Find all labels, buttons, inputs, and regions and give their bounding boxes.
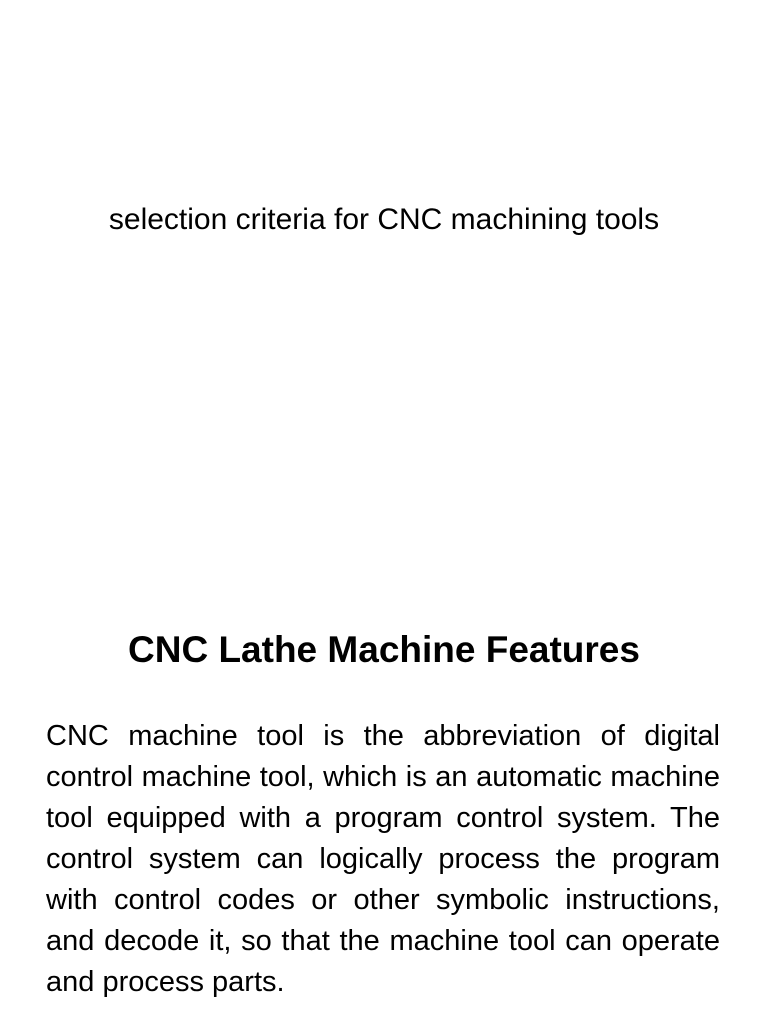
body-paragraph: CNC machine tool is the abbreviation of digital control machine tool, which is an automatic machine tool equipped with a program control system. The control system can logically process the program with control codes or other symbolic instructions, and decode it, so that the machine tool can operate and process parts. — [46, 720, 720, 998]
slide-title: selection criteria for CNC machining tools — [108, 203, 660, 236]
section-heading: CNC Lathe Machine Features — [128, 629, 640, 670]
